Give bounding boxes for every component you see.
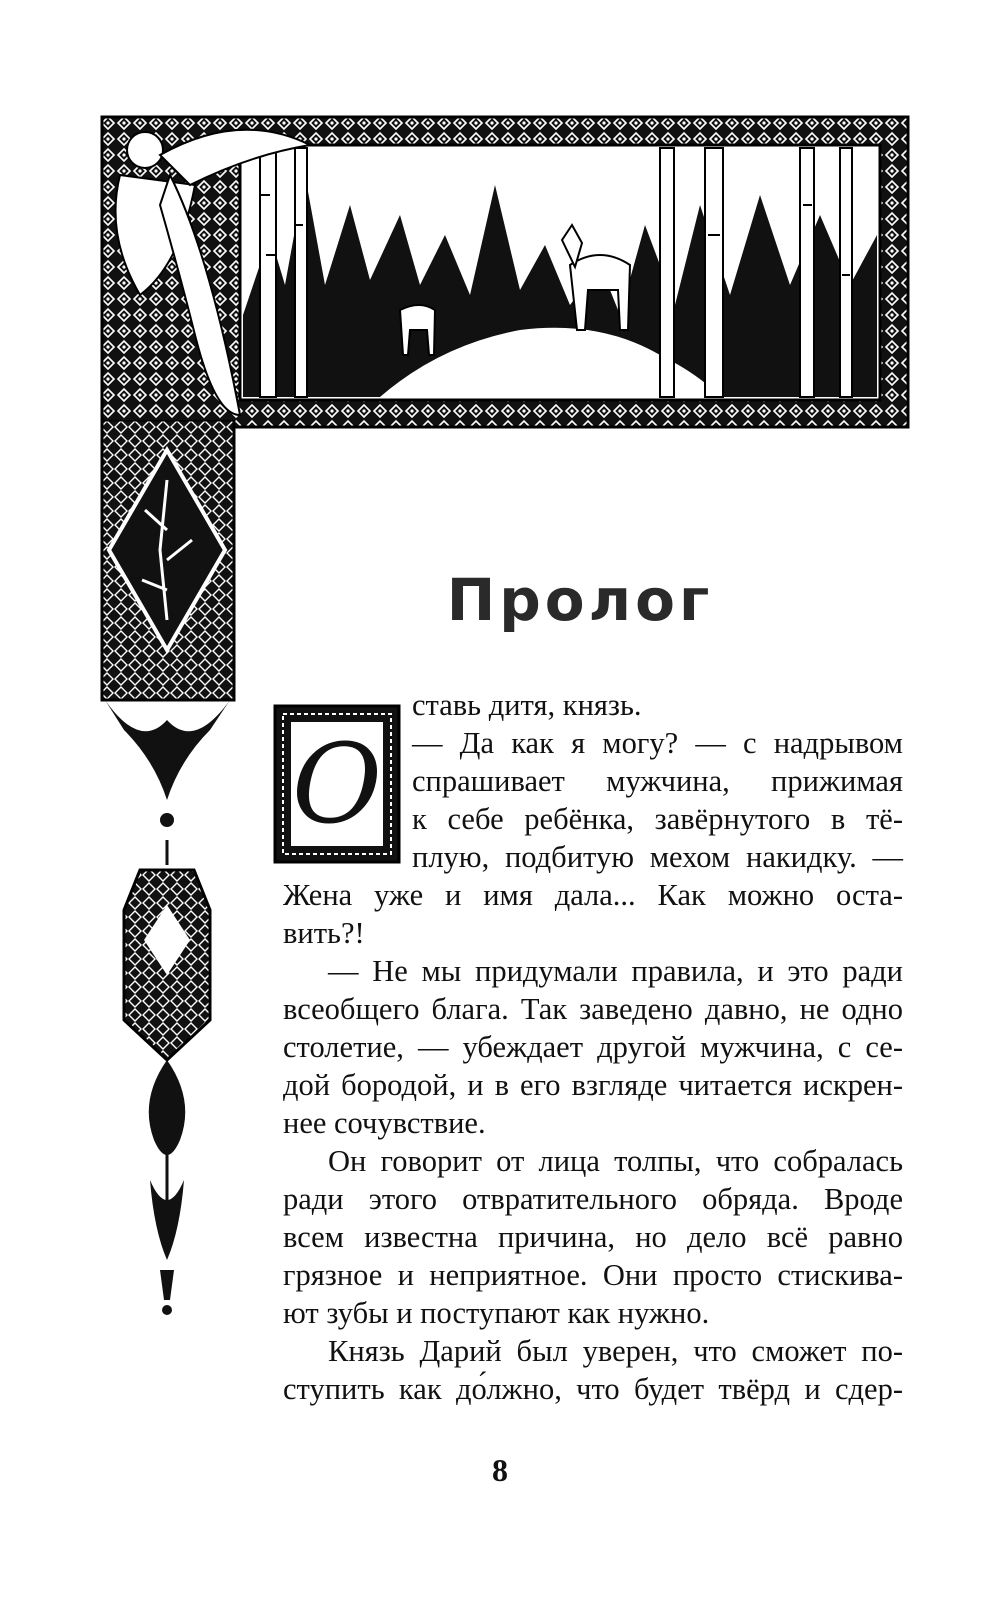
text-line: ради этого отвратительного обряда. Вроде [283, 1182, 903, 1216]
text-line: вить?! [283, 916, 365, 950]
text-line: Князь Дарий был уверен, что сможет по- [328, 1334, 903, 1368]
text-line: всеобщего блага. Так заведено давно, не одно [283, 992, 903, 1026]
text-line: — Да как я могу? — с надрывом [412, 726, 903, 760]
chapter-title: Пролог [446, 566, 714, 634]
text-line: ют зубы и поступают как нужно. [283, 1296, 710, 1330]
text-line: дой бородой, и в его взгляде читается искрен- [283, 1068, 903, 1102]
page-number: 8 [492, 1452, 508, 1488]
dropcap [273, 704, 401, 864]
text-line: спрашивает мужчина, прижимая [412, 764, 903, 798]
dropcap-letter: О [291, 720, 383, 848]
text-line: грязное и неприятное. Они просто стискива- [283, 1258, 903, 1292]
ornamental-side-border [100, 420, 245, 1360]
text-line: ступить как до́лжно, что будет твёрд и сдер- [283, 1372, 903, 1406]
text-line: столетие, — убеждает другой мужчина, с се- [283, 1030, 903, 1064]
text-line: нее сочувствие. [283, 1106, 486, 1140]
forest-deer-illustration [100, 115, 910, 445]
text-line: ставь дитя, князь. [412, 688, 642, 722]
text-line: всем известна причина, но дело всё равно [283, 1220, 903, 1254]
text-line: Он говорит от лица толпы, что собралась [328, 1144, 903, 1178]
text-line: плую, подбитую мехом накидку. — [412, 840, 903, 874]
text-line: — Не мы придумали правила, и это ради [328, 954, 903, 988]
text-line: к себе ребёнка, завёрнутого в тё- [412, 802, 903, 836]
text-line: Жена уже и имя дала... Как можно оста- [283, 878, 903, 912]
